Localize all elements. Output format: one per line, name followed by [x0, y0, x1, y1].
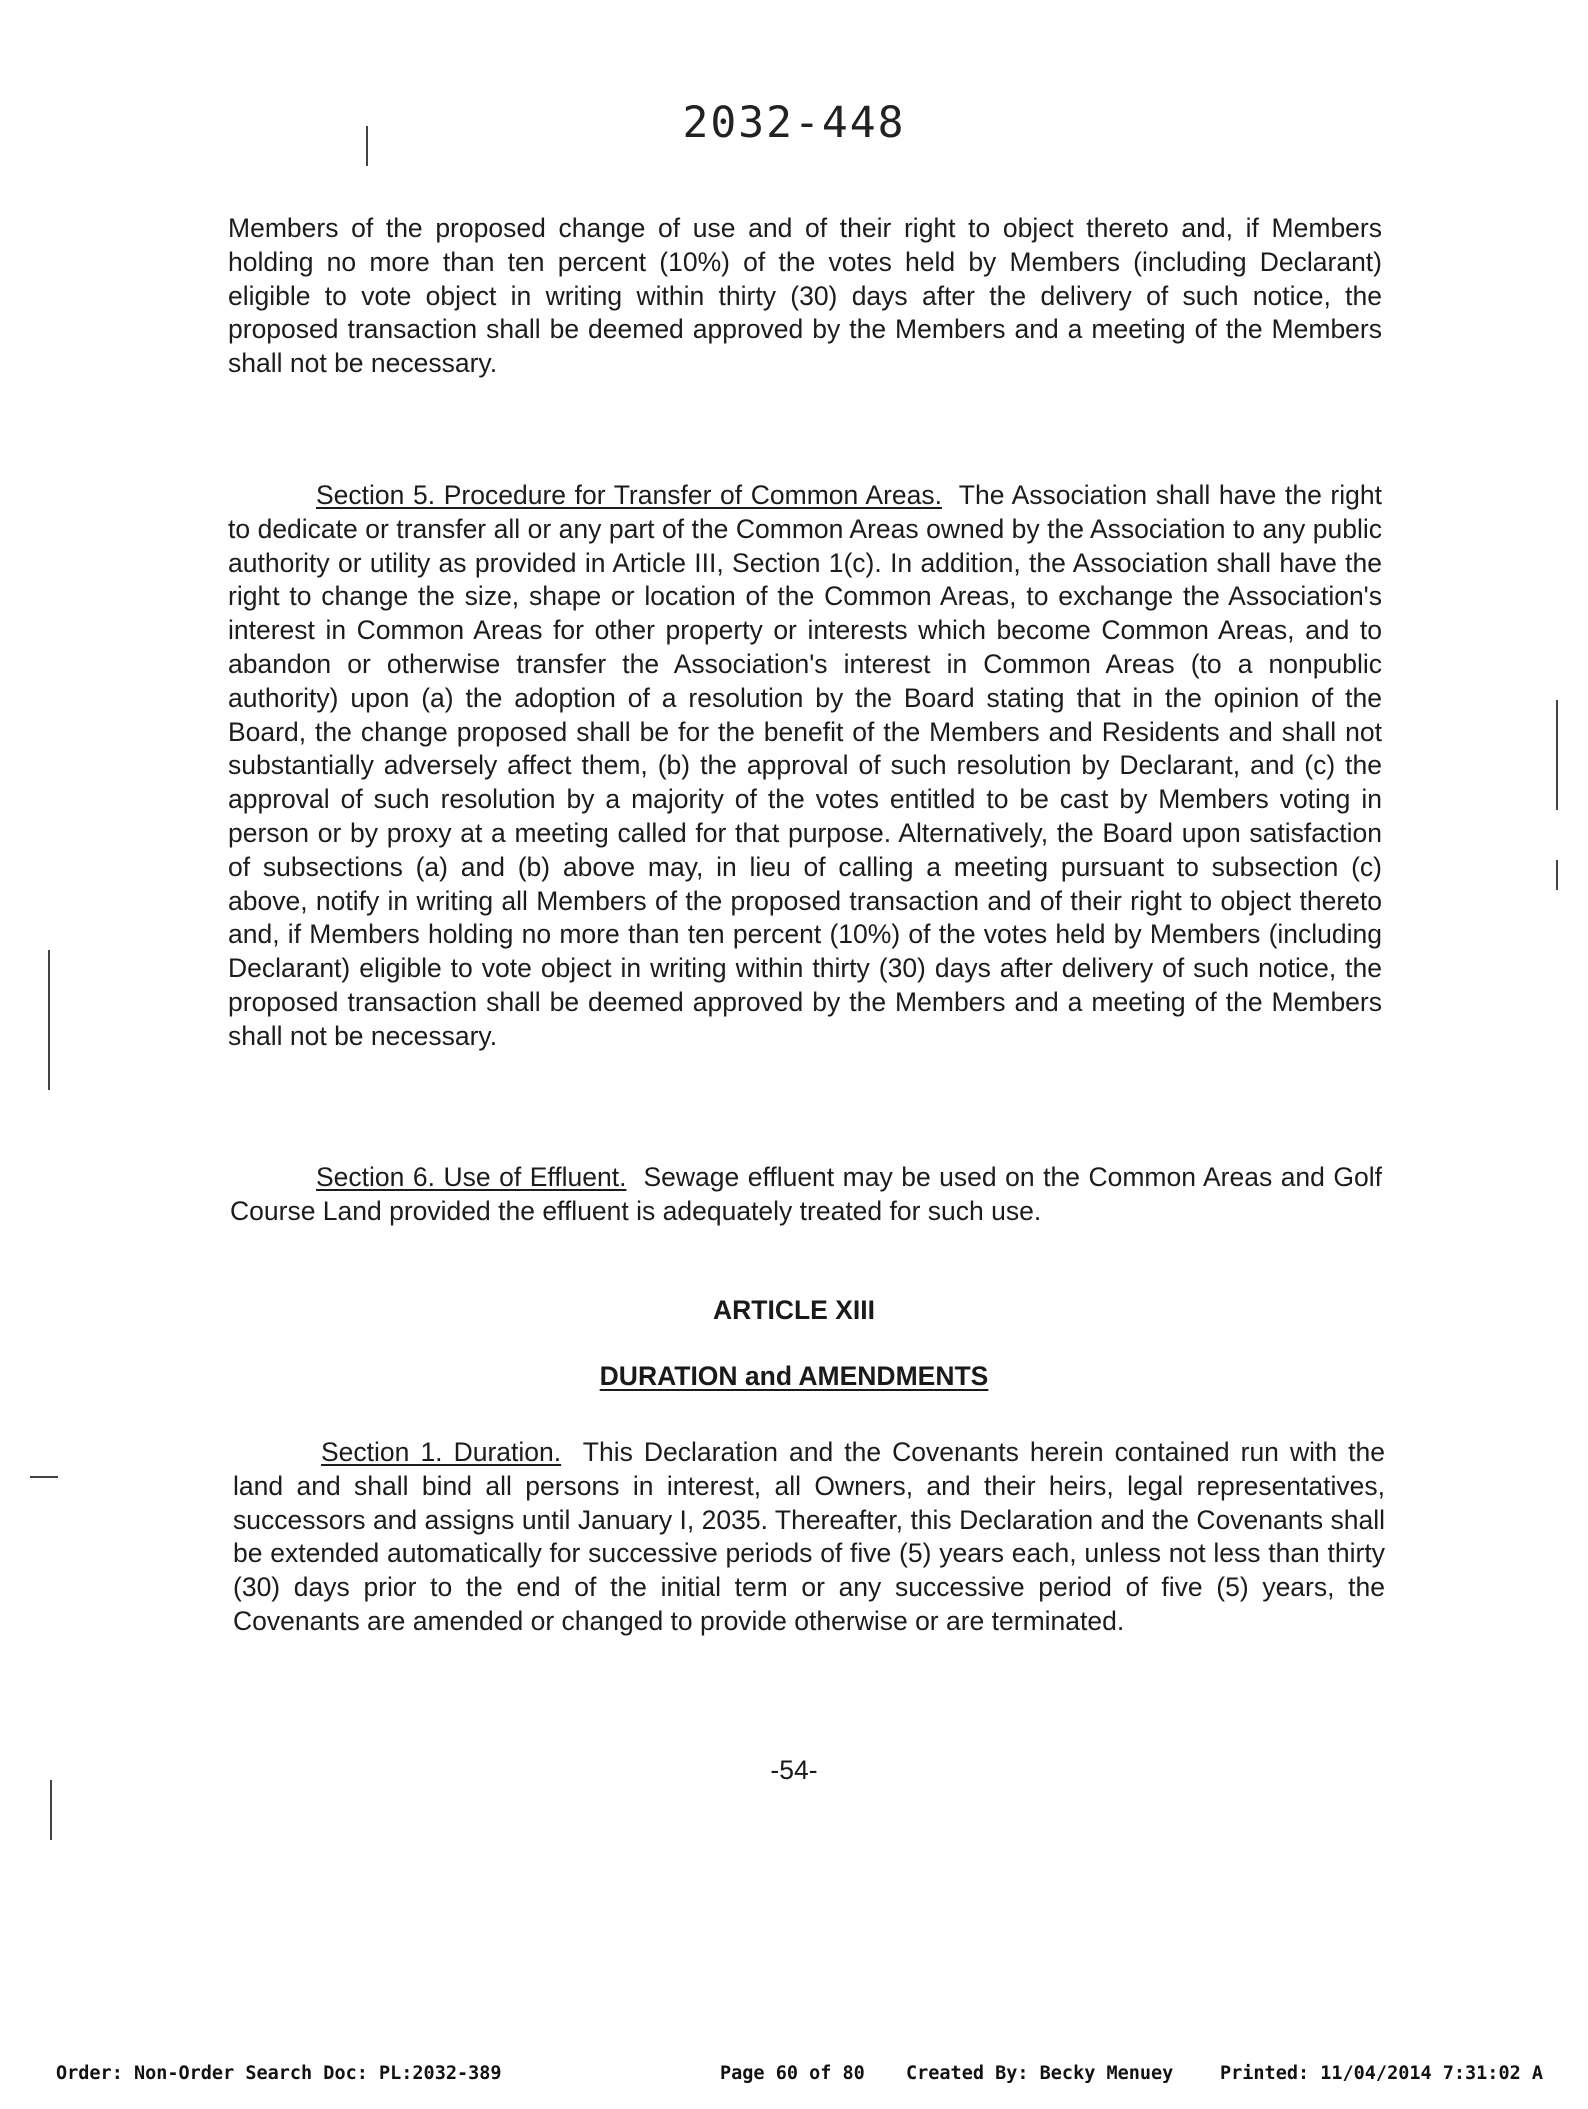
scan-mark-right-2	[1556, 860, 1558, 890]
scan-mark-left-1	[48, 950, 50, 1090]
footer-order: Order: Non-Order Search Doc: PL:2032-389	[56, 2063, 502, 2084]
section-6-paragraph	[230, 1161, 1382, 1229]
section-5-heading: Section 5. Procedure for Transfer of Common Areas.	[316, 480, 942, 510]
continued-paragraph: Members of the proposed change of use and of their right to object thereto and, if Members holding no more than ten percent (10%) of the votes held by Members (including Declarant) eligible to vote object in writing within thirty (30) days after the delivery of such notice, the proposed transaction shall be deemed approved by the Members and a meeting of the Members shall not be necessary.	[228, 213, 1382, 379]
footer-page: Page 60 of 80	[720, 2063, 865, 2084]
page-number: -54-	[770, 1755, 818, 1785]
book-page-number: 2032-448	[682, 98, 906, 148]
scan-mark-top	[366, 126, 368, 166]
section-5-body: The Association shall have the right to dedicate or transfer all or any part of the Common Areas owned by the Association to any public authority or utility as provided in Article III, Section 1(c). In addition, the Association shall have the right to change the size, shape or location of the Common Areas, to exchange the Association's interest in Common Areas for other property or interests which become Common Areas, and to abandon or otherwise transfer the Association's interest in Common Areas (to a nonpublic authority) upon (a) the adoption of a resolution by the Board stating that in the opinion of the Board, the change proposed shall be for the benefit of the Members and Residents and shall not substantially adversely affect them, (b) the approval of such resolution by Declarant, and (c) the approval of such resolution by a majority of the votes entitled to be cast by Members voting in person or by proxy at a meeting called for that purpose. Alternatively, the Board upon satisfaction of subsections (a) and (b) above may, in lieu of calling a meeting pursuant to subsection (c) above, notify in writing all Members of the proposed transaction and of their right to object thereto and, if Members holding no more than ten percent (10%) of the votes held by Members (including Declarant) eligible to vote object in writing within thirty (30) days after delivery of such notice, the proposed transaction shall be deemed approved by the Members and a meeting of the Members shall not be necessary.	[228, 480, 1382, 1051]
section-1-paragraph	[233, 1436, 1385, 1639]
scan-mark-left-3	[50, 1780, 52, 1840]
footer-created-by: Created By: Becky Menuey	[906, 2063, 1174, 2084]
section-1-body: This Declaration and the Covenants herein contained run with the land and shall bind all persons in interest, all Owners, and their heirs, legal representatives, successors and assigns until January I, 2035. Thereafter, this Declaration and the Covenants shall be extended automatically for successive periods of five (5) years each, unless not less than thirty (30) days prior to the end of the initial term or any successive period of five (5) years, the Covenants are amended or changed to provide otherwise or are terminated.	[233, 1437, 1385, 1636]
scan-mark-left-2	[30, 1476, 58, 1478]
footer-printed: Printed: 11/04/2014 7:31:02 A	[1220, 2063, 1544, 2084]
article-title: ARTICLE XIII	[713, 1295, 875, 1325]
section-6-heading: Section 6. Use of Effluent.	[316, 1162, 627, 1192]
section-6-body: Sewage effluent may be used on the Common Areas and Golf Course Land provided the effluent is adequately treated for such use.	[230, 1162, 1382, 1226]
print-footer	[0, 2063, 1588, 2093]
article-subtitle: DURATION and AMENDMENTS	[599, 1361, 989, 1391]
section-5-paragraph	[228, 479, 1382, 1054]
scan-mark-right-1	[1556, 700, 1558, 810]
section-1-heading: Section 1. Duration.	[321, 1437, 562, 1467]
